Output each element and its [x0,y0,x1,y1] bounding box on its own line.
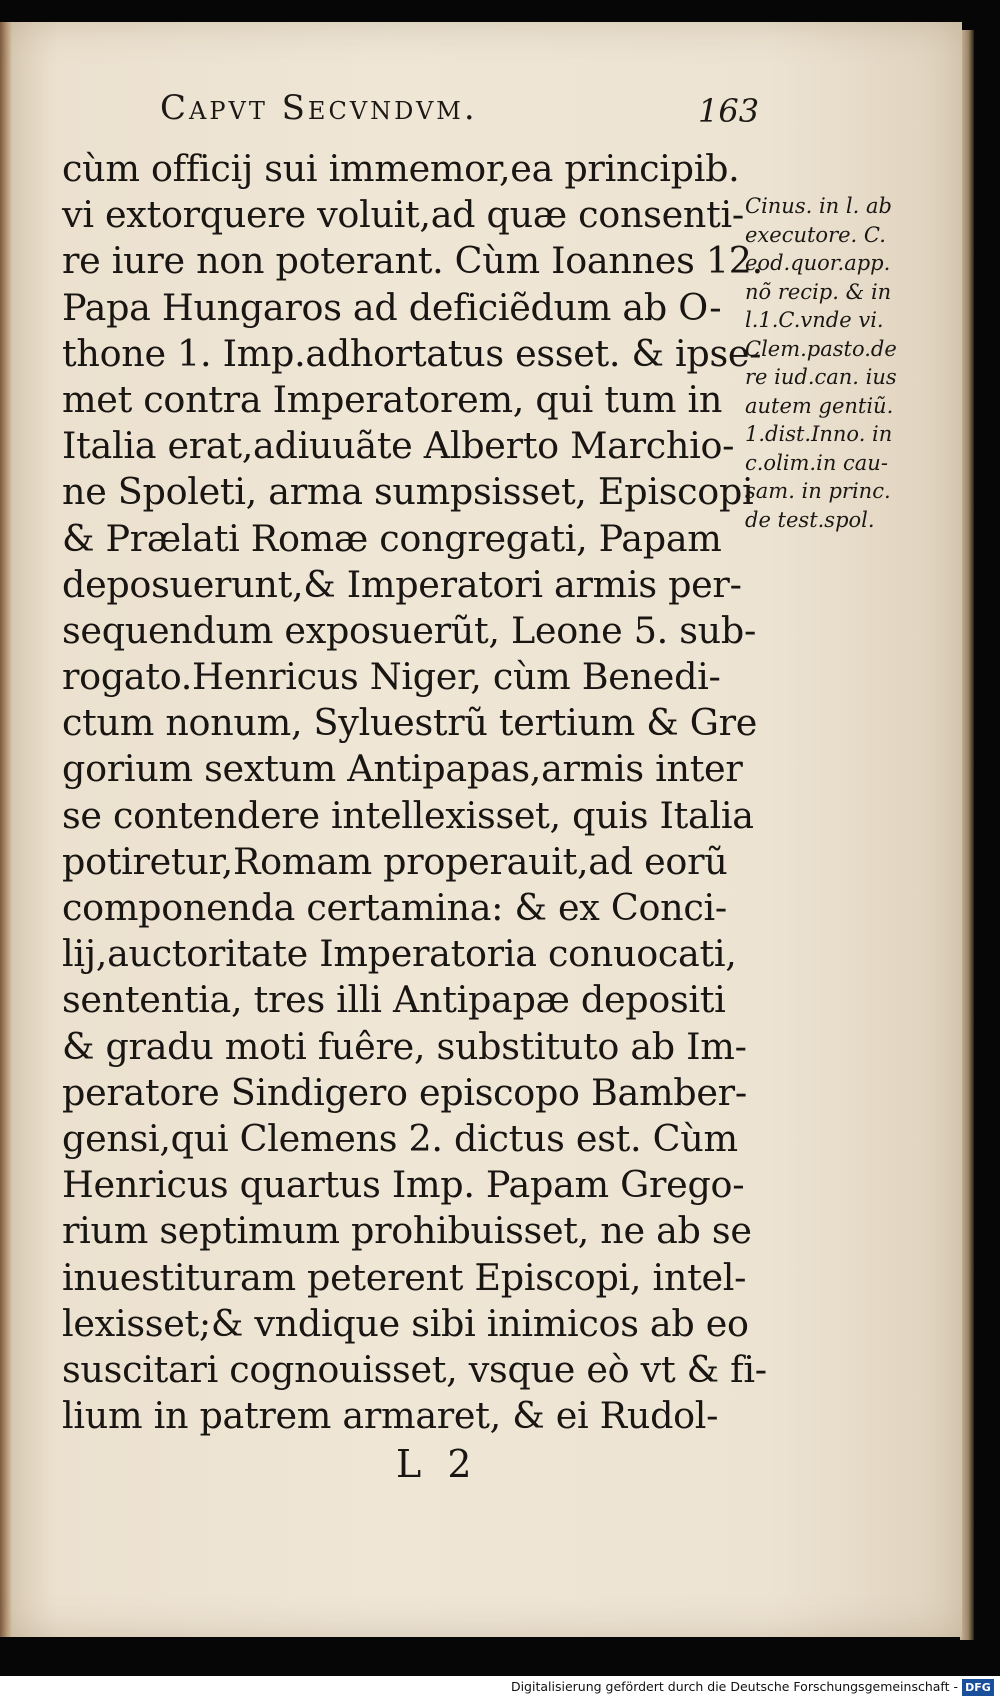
text-line: lexisset;& vndique sibi inimicos ab eo [62,1301,749,1345]
running-head: Capvt Secvndvm. [160,88,478,128]
text-line: met contra Imperatorem, qui tum in [62,377,723,421]
dfg-logo: DFG [962,1679,994,1696]
text-line: suscitari cognouisset, vsque eò vt & fi- [62,1347,767,1391]
footer-credit: Digitalisierung gefördert durch die Deutsche Forschungsgemeinschaft - [510,1679,958,1694]
text-line: re iure non poterant. Cùm Ioannes 12. [62,239,763,283]
text-line: inuestituram peterent Episcopi, intel- [62,1255,747,1299]
text-line: peratore Sindigero episcopo Bamber- [62,1070,747,1114]
text-line: sententia, tres illi Antipapæ depositi [62,978,726,1022]
margin-note-line: executore. C. [745,222,886,247]
margin-note-line: de test.spol. [745,507,875,532]
signature-mark: L 2 [396,1442,472,1486]
margin-note-line: Clem.pasto.de [745,336,897,361]
text-line: rium septimum prohibuisset, ne ab se [62,1209,752,1253]
text-line: Italia erat,adiuuãte Alberto Marchio- [62,424,735,468]
text-line: rogato.Henricus Niger, cùm Benedi- [62,655,721,699]
footer-bar [0,1676,1000,1700]
margin-note-line: l.1.C.vnde vi. [745,308,884,332]
text-line: lium in patrem armaret, & ei Rudol- [62,1394,719,1438]
margin-note-line: sam. in princ. [745,479,891,503]
margin-notes [745,192,925,534]
text-line: vi extorquere voluit,ad quæ consenti- [62,193,744,237]
text-line: potiretur,Romam properauit,ad eorũ [62,839,728,883]
page-edge [960,30,974,1640]
margin-note-line: c.olim.in cau- [745,450,888,475]
text-line: cùm officij sui immemor,ea principib. [62,147,740,190]
margin-note-line: eod.quor.app. [745,251,891,275]
margin-note-line: nõ recip. & in [745,279,892,304]
text-line: gensi,qui Clemens 2. dictus est. Cùm [62,1116,738,1160]
text-line: componenda certamina: & ex Conci- [62,886,727,929]
margin-note-line: re iud.can. ius [745,365,897,389]
book-page [0,22,962,1637]
text-line: Henricus quartus Imp. Papam Grego- [62,1163,745,1207]
text-line: & Prælati Romæ congregati, Papam [62,516,722,560]
text-line: ne Spoleti, arma sumpsisset, Episcopi [62,470,754,514]
text-line: Papa Hungaros ad deficiẽdum ab O- [62,285,722,329]
margin-note-line: Cinus. in l. ab [745,194,892,218]
page-number: 163 [698,92,760,130]
text-line: & gradu moti fuêre, substituto ab Im- [62,1024,747,1068]
body-text [62,146,767,1439]
margin-note-line: 1.dist.Inno. in [745,422,893,446]
text-line: gorium sextum Antipapas,armis inter [62,747,743,791]
text-line: thone 1. Imp.adhortatus esset. & ipse- [62,331,762,375]
text-line: ctum nonum, Syluestrũ tertium & Gre [62,701,758,745]
text-line: se contendere intellexisset, quis Italia [62,793,754,837]
text-line: sequendum exposuerũt, Leone 5. sub- [62,608,756,652]
margin-note-line: autem gentiũ. [745,393,894,418]
text-line: lij,auctoritate Imperatoria conuocati, [62,932,737,976]
text-line: deposuerunt,& Imperatori armis per- [62,562,742,606]
